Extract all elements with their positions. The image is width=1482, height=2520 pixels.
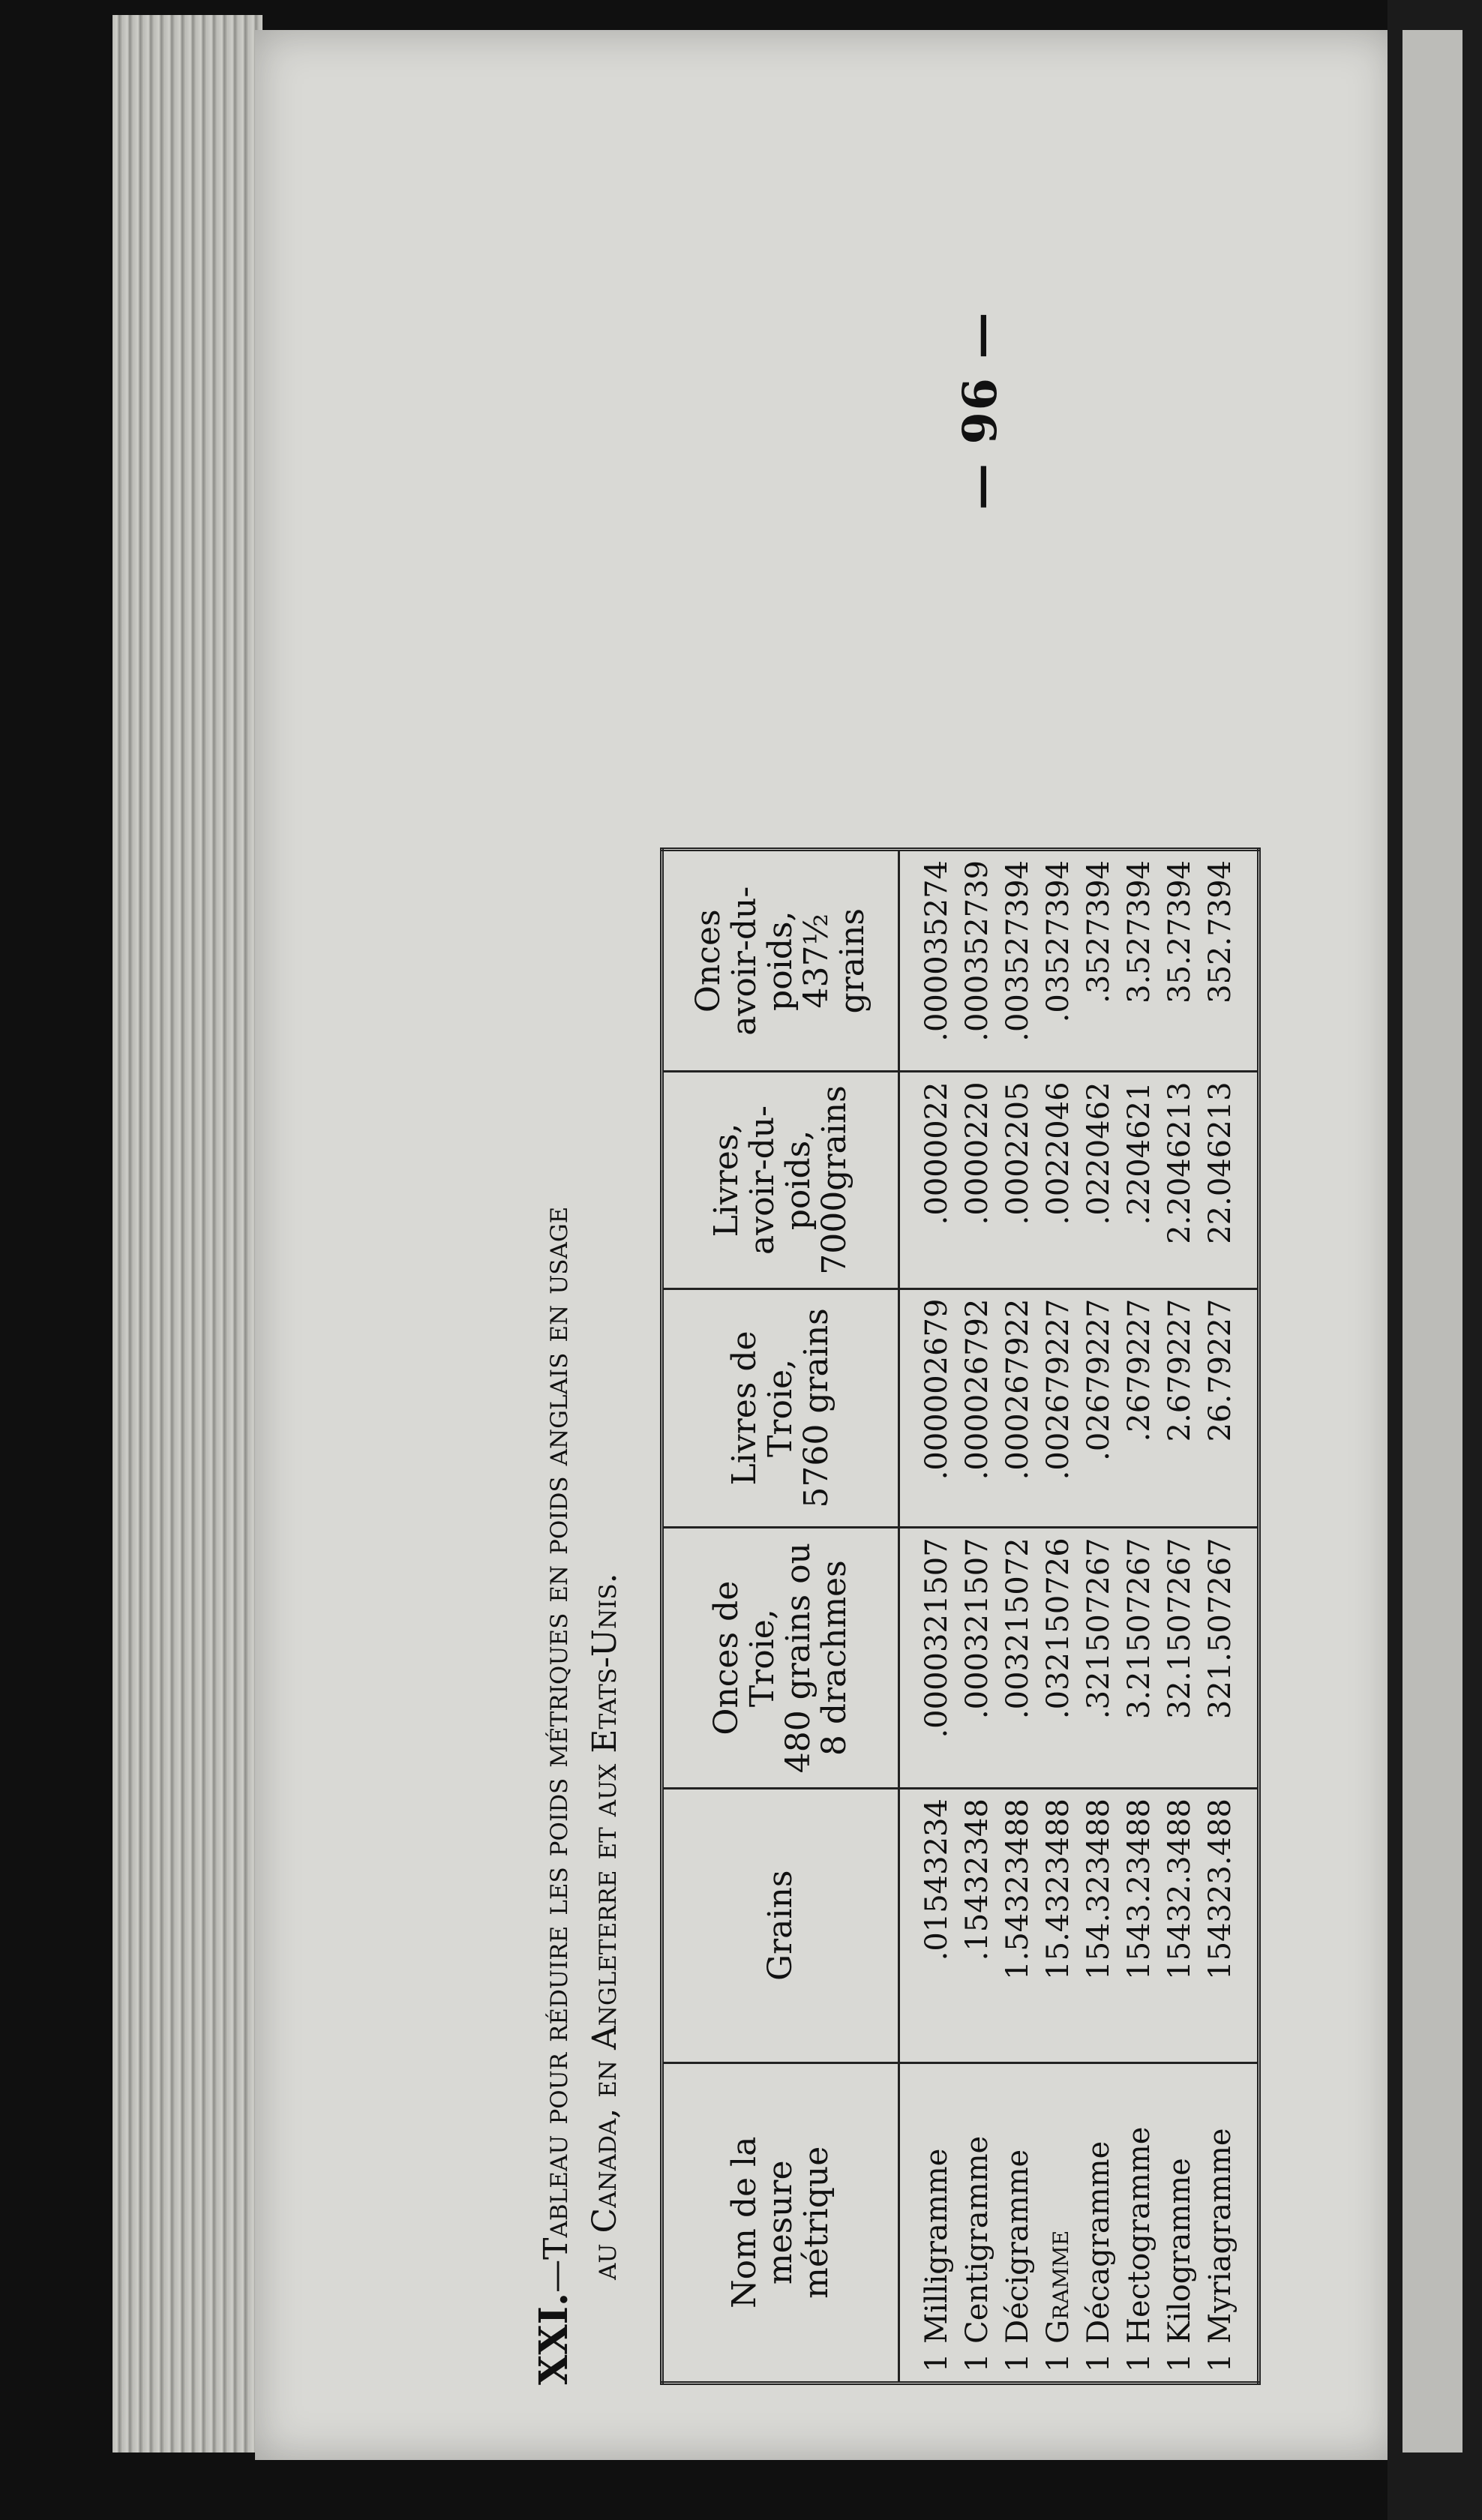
header-line: Livres, [707, 1123, 746, 1238]
cell-livres-avoir: .0022046 [1038, 1072, 1078, 1288]
cell-grains: 1543.23488 [1119, 1789, 1160, 2062]
table-title-line1 [532, 810, 578, 2385]
header-line: Nom de la [725, 2136, 764, 2308]
rotated-page-content [532, 210, 1358, 2430]
header-line: 8 drachmes [815, 1560, 854, 1756]
table-row [998, 850, 1038, 2384]
table-row [1200, 850, 1259, 2384]
header-line: avoir-du- [743, 1106, 782, 1255]
cell-onces-troie: .0000321507 [899, 1528, 958, 1789]
cell-name: 1 Décigramme [998, 2062, 1038, 2383]
cell-livres-avoir: 22.046213 [1200, 1072, 1259, 1288]
cell-livres-avoir: .0000220 [957, 1072, 998, 1288]
header-line: mesure [761, 2160, 800, 2285]
header-line: avoir-du- [725, 886, 764, 1036]
cell-onces-avoir: 35.27394 [1160, 850, 1200, 1072]
cell-onces-troie: .321507267 [1078, 1528, 1119, 1789]
cell-livres-troie: .000026792 [957, 1288, 998, 1528]
table-row [1038, 850, 1078, 2384]
header-onces-avoir [662, 850, 899, 1072]
cell-livres-troie: .2679227 [1119, 1288, 1160, 1528]
cell-name: 1 Kilogramme [1160, 2062, 1200, 2383]
cell-onces-troie: .032150726 [1038, 1528, 1078, 1789]
header-line: métrique [797, 2146, 836, 2299]
header-line: Livres de [725, 1330, 764, 1486]
header-livres-troie [662, 1288, 899, 1528]
table-title-text: —Tableau pour réduire les poids métriques en poids anglais en usage [537, 1206, 575, 2293]
cell-livres-troie: .000002679 [899, 1288, 958, 1528]
cell-grains: 154323.488 [1200, 1789, 1259, 2062]
cell-livres-avoir: .0000022 [899, 1072, 958, 1288]
cell-livres-avoir: .0002205 [998, 1072, 1038, 1288]
stacked-page-edges [112, 15, 262, 2452]
cell-grains: .01543234 [899, 1789, 958, 2062]
cell-onces-troie: 3.21507267 [1119, 1528, 1160, 1789]
header-line: 5760 grains [797, 1308, 836, 1508]
cell-name: 1 Centigramme [957, 2062, 998, 2383]
cell-grains: 15.4323488 [1038, 1789, 1078, 2062]
cell-name: 1 Gramme [1038, 2062, 1078, 2383]
table-number: XXI. [531, 2292, 577, 2385]
header-line: 7000grains [815, 1085, 854, 1275]
cell-name: 1 Myriagramme [1200, 2062, 1259, 2383]
header-line: Troie, [743, 1609, 782, 1708]
cell-onces-troie: .003215072 [998, 1528, 1038, 1789]
page-number: — 96 — [952, 310, 1007, 510]
cell-onces-avoir: 3.527394 [1119, 850, 1160, 1072]
header-line: 437½ grains [797, 908, 872, 1014]
header-line: Onces de [707, 1580, 746, 1736]
table-row [957, 850, 998, 2384]
cell-livres-avoir: .0220462 [1078, 1072, 1119, 1288]
header-name [662, 2062, 899, 2383]
cell-onces-troie: 321.507267 [1200, 1528, 1259, 1789]
conversion-table [660, 848, 1261, 2385]
cell-livres-avoir: 2.2046213 [1160, 1072, 1200, 1288]
cell-onces-avoir: .003527394 [998, 850, 1038, 1072]
cell-name: 1 Décagramme [1078, 2062, 1119, 2383]
header-grains [662, 1789, 899, 2062]
header-livres-avoir [662, 1072, 899, 1288]
header-line: poids, [779, 1130, 818, 1231]
cell-onces-avoir: .03527394 [1038, 850, 1078, 1072]
cell-name: 1 Milligramme [899, 2062, 958, 2383]
header-onces-troie [662, 1528, 899, 1789]
cell-onces-avoir: .000352739 [957, 850, 998, 1072]
cell-grains: 154.323488 [1078, 1789, 1119, 2062]
cell-onces-avoir: 352.7394 [1200, 850, 1259, 1072]
cell-grains: .15432348 [957, 1789, 998, 2062]
table-row [1160, 850, 1200, 2384]
cell-livres-troie: 26.79227 [1200, 1288, 1259, 1528]
cell-livres-troie: .002679227 [1038, 1288, 1078, 1528]
table-row [1119, 850, 1160, 2384]
header-line: Onces [689, 909, 728, 1013]
header-line: 480 grains ou [779, 1543, 818, 1774]
header-line: Grains [761, 1870, 800, 1981]
cell-livres-troie: .02679227 [1078, 1288, 1119, 1528]
cell-livres-avoir: .2204621 [1119, 1072, 1160, 1288]
cell-onces-troie: .000321507 [957, 1528, 998, 1789]
cell-grains: 1.54323488 [998, 1789, 1038, 2062]
header-line: poids, [761, 910, 800, 1011]
header-row [662, 850, 899, 2384]
cell-onces-avoir: .000035274 [899, 850, 958, 1072]
cell-name: 1 Hectogramme [1119, 2062, 1160, 2383]
cell-onces-troie: 32.1507267 [1160, 1528, 1200, 1789]
cell-onces-avoir: .3527394 [1078, 850, 1119, 1072]
table-row [1078, 850, 1119, 2384]
next-page-edge [1402, 30, 1462, 2452]
table-row [899, 850, 958, 2384]
header-line: Troie, [761, 1358, 800, 1457]
cell-livres-troie: .000267922 [998, 1288, 1038, 1528]
cell-grains: 15432.3488 [1160, 1789, 1200, 2062]
table-title-line2: au Canada, en Angleterre et aux Etats-Unis. [586, 1573, 624, 2280]
cell-livres-troie: 2.679227 [1160, 1288, 1200, 1528]
